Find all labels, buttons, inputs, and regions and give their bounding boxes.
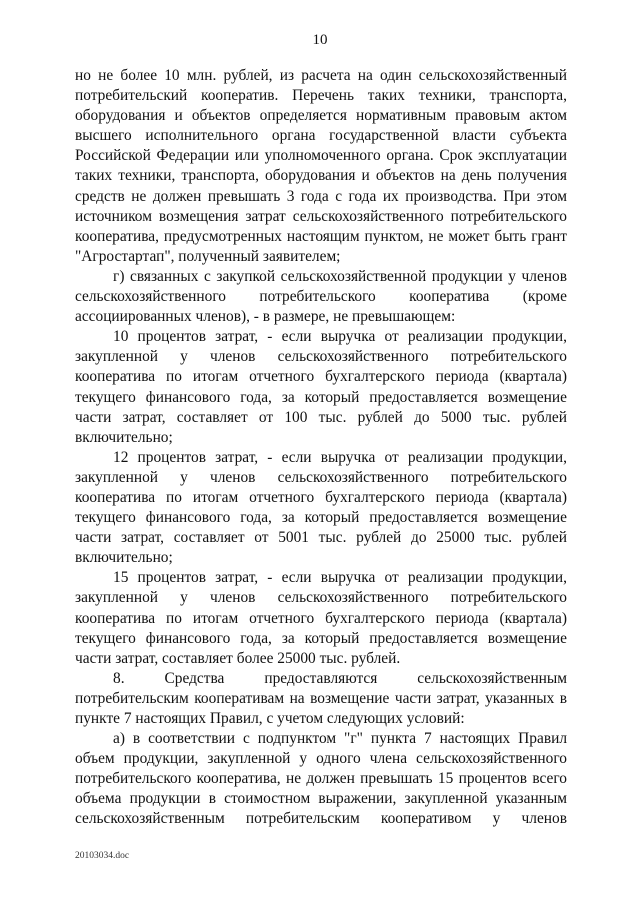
paragraph-item-8: 8. Средства предоставляются сельскохозяйственным потребительским кооперативам на возмещение части затрат, указанных в пункте 7 настоящих Правил, с учетом следующих условий: <box>75 669 567 727</box>
paragraph-10-percent: 10 процентов затрат, - если выручка от реализации продукции, закупленной у членов сельскохозяйственного потребительского кооператива по итогам отчетного бухгалтерского периода (квартала) текущего финансового года, за который предоставляется возмещение части затрат, составляет от 100 тыс. рублей до 5000 тыс. рублей включительно; <box>75 328 567 446</box>
paragraph-12-percent: 12 процентов затрат, - если выручка от реализации продукции, закупленной у членов сельскохозяйственного потребительского кооператива по итогам отчетного бухгалтерского периода (квартала) текущего финансового года, за который предоставляется возмещение части затрат, составляет от 5001 тыс. рублей до 25000 тыс. рублей включительно; <box>75 448 567 567</box>
paragraph-subitem-a: а) в соответствии с подпунктом "г" пункта 7 настоящих Правил объем продукции, закупленной у одного члена сельскохозяйственного потребительского кооператива, не должен превышать 15 процентов всего объема продукции в стоимостном выражении, закупленной указанным сельскохозяйственным потребительским кооперативом у членов <box>75 730 567 828</box>
body-text <box>75 66 567 830</box>
paragraph-15-percent: 15 процентов затрат, - если выручка от реализации продукции, закупленной у членов сельскохозяйственного потребительского кооператива по итогам отчетного бухгалтерского периода (квартала) текущего финансового года, за который предоставляется возмещение части затрат, составляет более 25000 тыс. рублей. <box>75 569 567 667</box>
paragraph-continuation: но не более 10 млн. рублей, из расчета на один сельскохозяйственный потребительский кооператив. Перечень таких техники, транспорта, оборудования и объектов определяется нормативным правовым актом высшего исполнительного органа государственной власти субъекта Российской Федерации или уполномоченного органа. Срок эксплуатации таких техники, транспорта, оборудования и объектов на день получения средств не должен превышать 3 года с года их производства. При этом источником возмещения затрат сельскохозяйственного потребительского кооператива, предусмотренных настоящим пунктом, не может быть грант "Агростартап", полученный заявителем; <box>75 67 567 265</box>
paragraph-subitem-g: г) связанных с закупкой сельскохозяйственной продукции у членов сельскохозяйственного потребительского кооператива (кроме ассоциированных членов), - в размере, не превышающем: <box>75 267 567 326</box>
page-number: 10 <box>312 32 328 48</box>
footer-file-code: 20103034.doc <box>75 851 130 861</box>
